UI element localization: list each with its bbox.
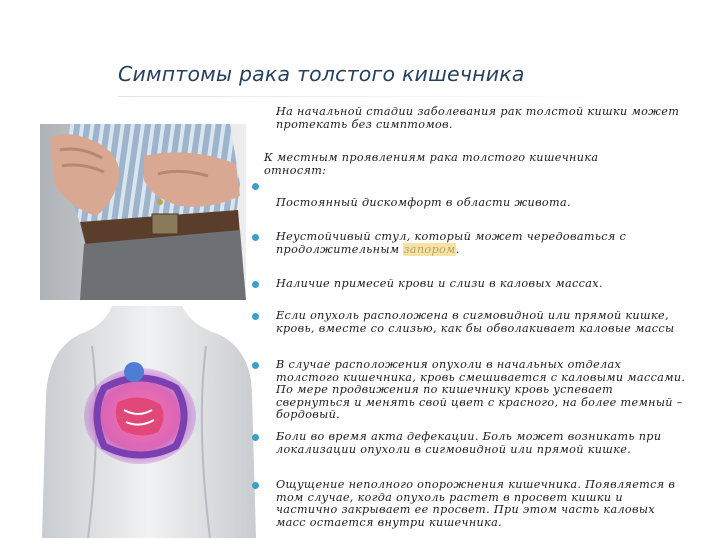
bullet-icon — [252, 281, 259, 288]
constipation-link[interactable]: запором — [403, 242, 456, 256]
symptom-item: Наличие примесей крови и слизи в каловых массах. — [276, 277, 603, 290]
symptom-item: Постоянный дискомфорт в области живота. — [276, 196, 571, 209]
abdominal-pain-photo — [40, 124, 246, 300]
bullet-icon — [252, 234, 259, 241]
symptom-item: Боли во время акта дефекации. Боль может возникать при локализации опухоли в сигмовидной или прямой кишке. — [276, 430, 662, 456]
symptom-item: Ощущение неполного опорожнения кишечника. Появляется в том случае, когда опухоль растет в просвет кишки и частично закрывает ее просвет. При этом часть каловых масс остается внутри кишечника. — [276, 478, 676, 529]
bullet-icon — [252, 183, 259, 190]
bullet-icon — [252, 313, 259, 320]
slide-title: Симптомы рака толстого кишечника — [118, 62, 525, 86]
intestine-anatomy-illustration — [42, 306, 256, 538]
local-manifestations-heading: К местным проявлениям рака толстого кишечника относят: — [264, 151, 599, 177]
symptom-item: Неустойчивый стул, который может чередоваться с продолжительным запором. — [276, 230, 627, 256]
intro-text: На начальной стадии заболевания рак толстой кишки может протекать без симптомов. — [276, 105, 680, 131]
bullet-icon — [252, 482, 259, 489]
bullet-icon — [252, 434, 259, 441]
title-divider — [118, 96, 610, 97]
bullet-icon — [252, 362, 259, 369]
symptom-item: Если опухоль расположена в сигмовидной или прямой кишке, кровь, вместе со слизью, как бы обволакивает каловые массы — [276, 309, 675, 335]
symptom-item: В случае расположения опухоли в начальных отделах толстого кишечника, кровь смешивается с каловыми массами. По мере продвижения по кишечнику кровь успевает свернуться и менять свой цвет с красного, на более темный – бордовый. — [276, 358, 686, 422]
